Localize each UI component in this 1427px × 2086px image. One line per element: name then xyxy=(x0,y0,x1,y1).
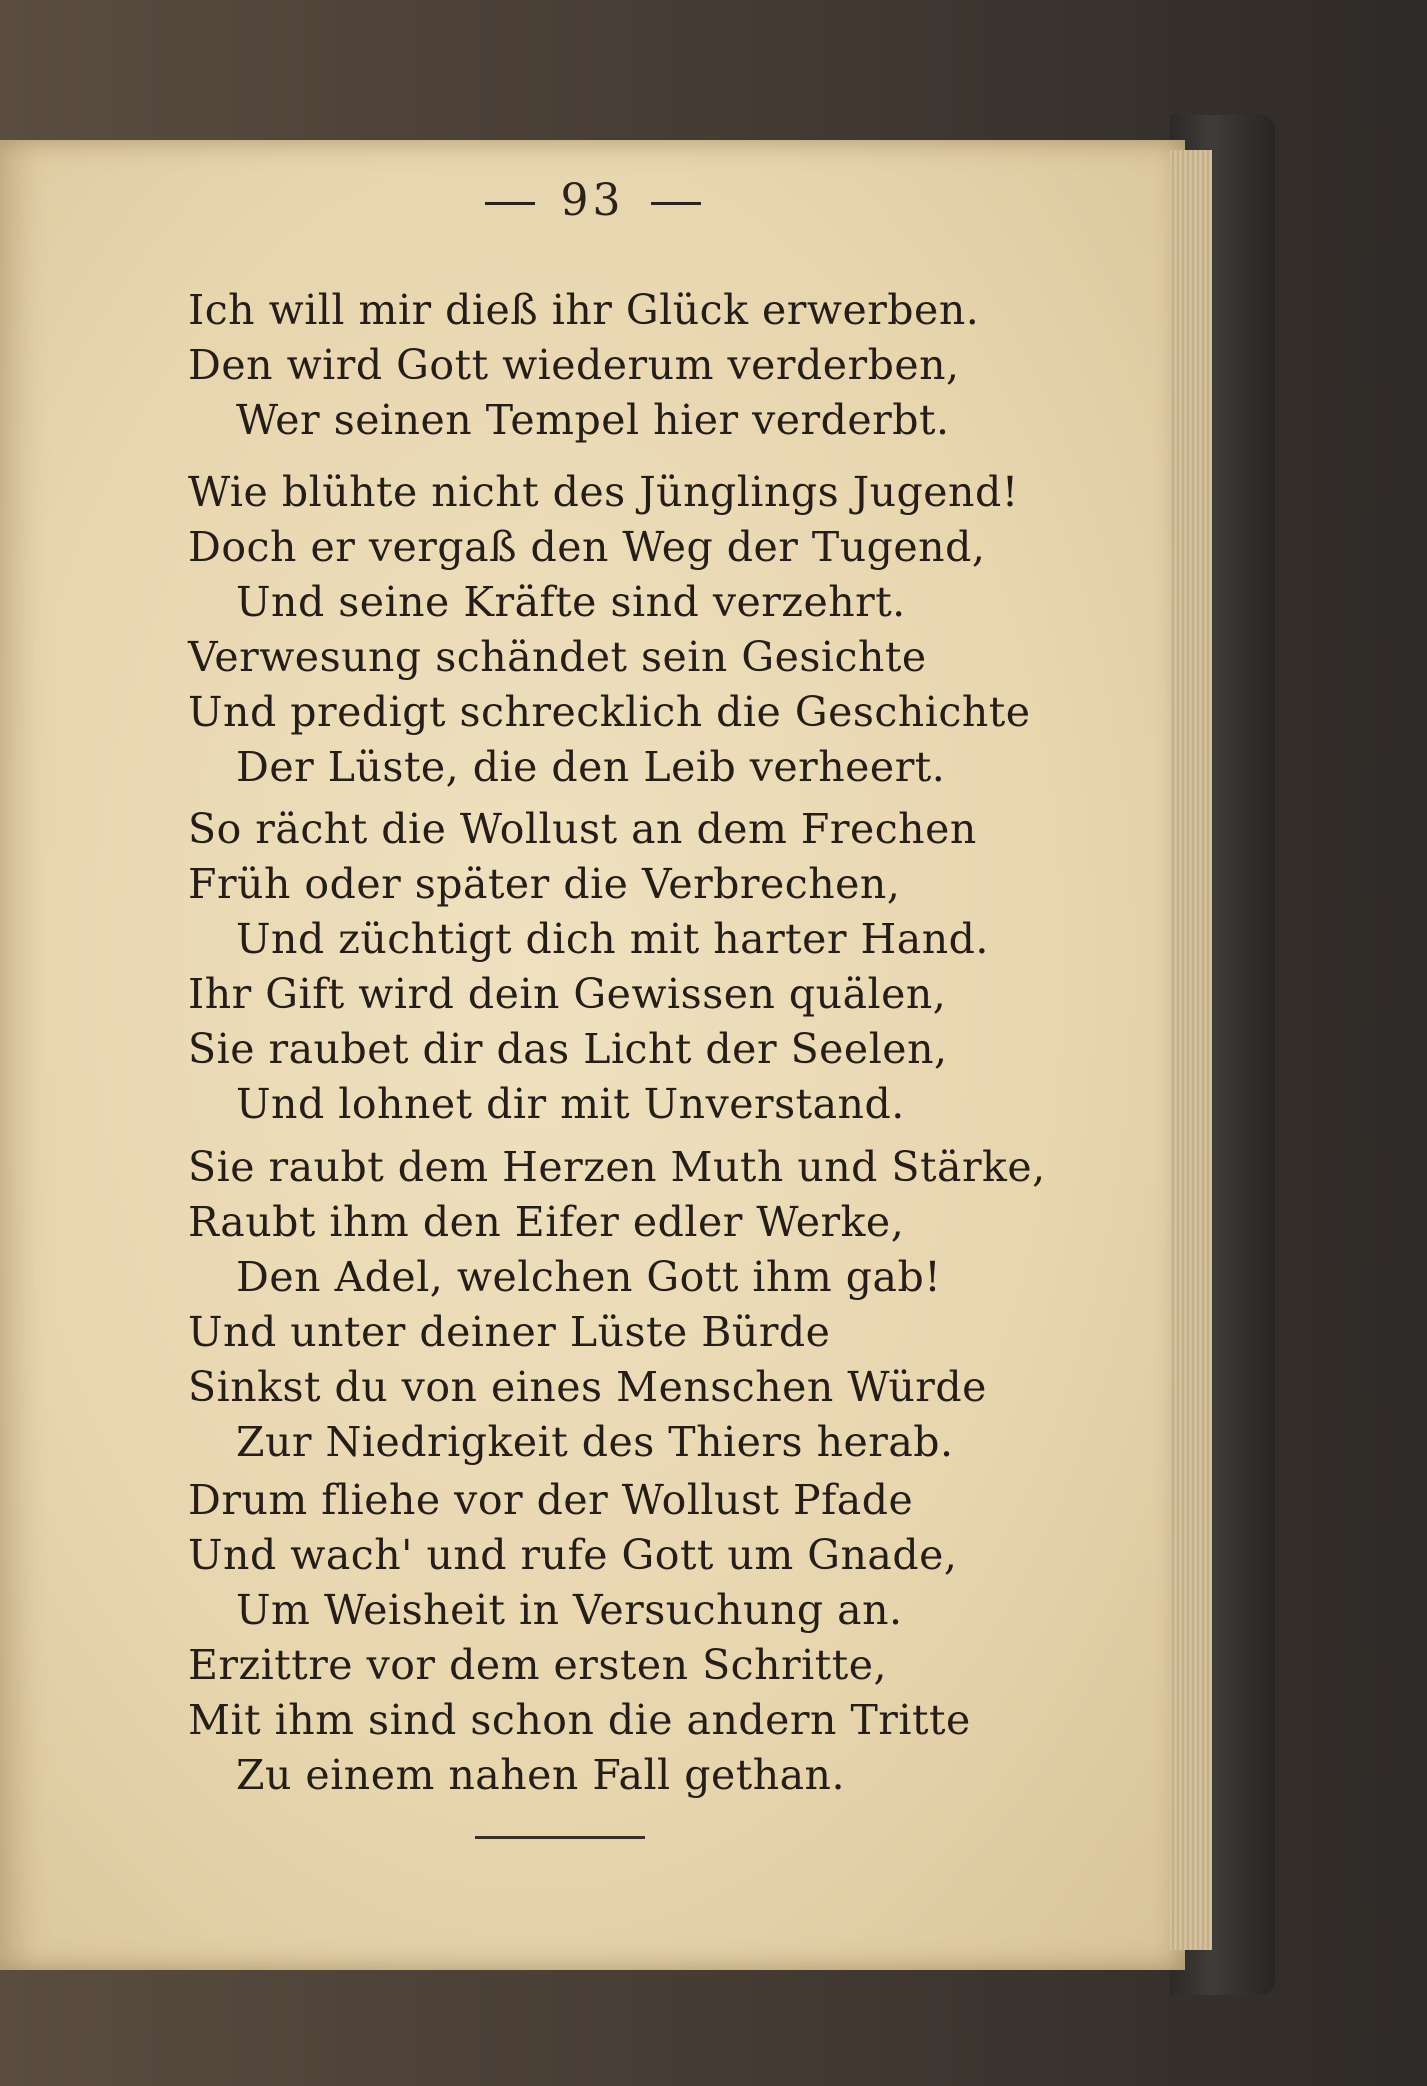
stanza-2 xyxy=(188,465,1030,795)
verse-line: Doch er vergaß den Weg der Tugend, xyxy=(188,523,986,571)
verse-line: Ich will mir dieß ihr Glück erwerben. xyxy=(188,286,980,334)
verse-line: Und lohnet dir mit Unverstand. xyxy=(236,1080,905,1128)
page-edges xyxy=(1170,150,1212,1950)
verse-line: Den wird Gott wiederum verderben, xyxy=(188,341,960,389)
verse-line: Und züchtigt dich mit harter Hand. xyxy=(236,915,989,963)
verse-line: Sie raubet dir das Licht der Seelen, xyxy=(188,1025,948,1073)
header-dash-right xyxy=(651,202,701,205)
verse-line: Raubt ihm den Eifer edler Werke, xyxy=(188,1198,905,1246)
verse-line: Den Adel, welchen Gott ihm gab! xyxy=(236,1253,942,1301)
verse-line: Und predigt schrecklich die Geschichte xyxy=(188,688,1031,736)
end-rule xyxy=(475,1836,645,1839)
verse-line: Um Weisheit in Versuchung an. xyxy=(236,1586,903,1634)
verse-line: Drum fliehe vor der Wollust Pfade xyxy=(188,1476,914,1524)
verse-line: Erzittre vor dem ersten Schritte, xyxy=(188,1641,887,1689)
page-number: 93 xyxy=(560,175,625,226)
verse-line: Mit ihm sind schon die andern Tritte xyxy=(188,1696,971,1744)
verse-line: Sie raubt dem Herzen Muth und Stärke, xyxy=(188,1143,1046,1191)
stanza-4 xyxy=(188,1140,1046,1470)
verse-line: Und unter deiner Lüste Bürde xyxy=(188,1308,831,1356)
verse-line: Zu einem nahen Fall gethan. xyxy=(236,1751,845,1799)
verse-line: Und wach' und rufe Gott um Gnade, xyxy=(188,1531,958,1579)
verse-line: Zur Niedrigkeit des Thiers herab. xyxy=(236,1418,954,1466)
verse-line: So rächt die Wollust an dem Frechen xyxy=(188,805,977,853)
verse-line: Wer seinen Tempel hier verderbt. xyxy=(236,396,950,444)
stanza-5 xyxy=(188,1473,971,1803)
verse-line: Verwesung schändet sein Gesichte xyxy=(188,633,927,681)
verse-line: Ihr Gift wird dein Gewissen quälen, xyxy=(188,970,947,1018)
verse-line: Wie blühte nicht des Jünglings Jugend! xyxy=(188,468,1019,516)
verse-line: Früh oder später die Verbrechen, xyxy=(188,860,901,908)
verse-line: Und seine Kräfte sind verzehrt. xyxy=(236,578,906,626)
page-header xyxy=(0,175,1185,226)
stanza-3 xyxy=(188,802,989,1132)
verse-line: Sinkst du von eines Menschen Würde xyxy=(188,1363,987,1411)
header-dash-left xyxy=(485,202,535,205)
verse-line: Der Lüste, die den Leib verheert. xyxy=(236,743,946,791)
stanza-1 xyxy=(188,283,979,448)
